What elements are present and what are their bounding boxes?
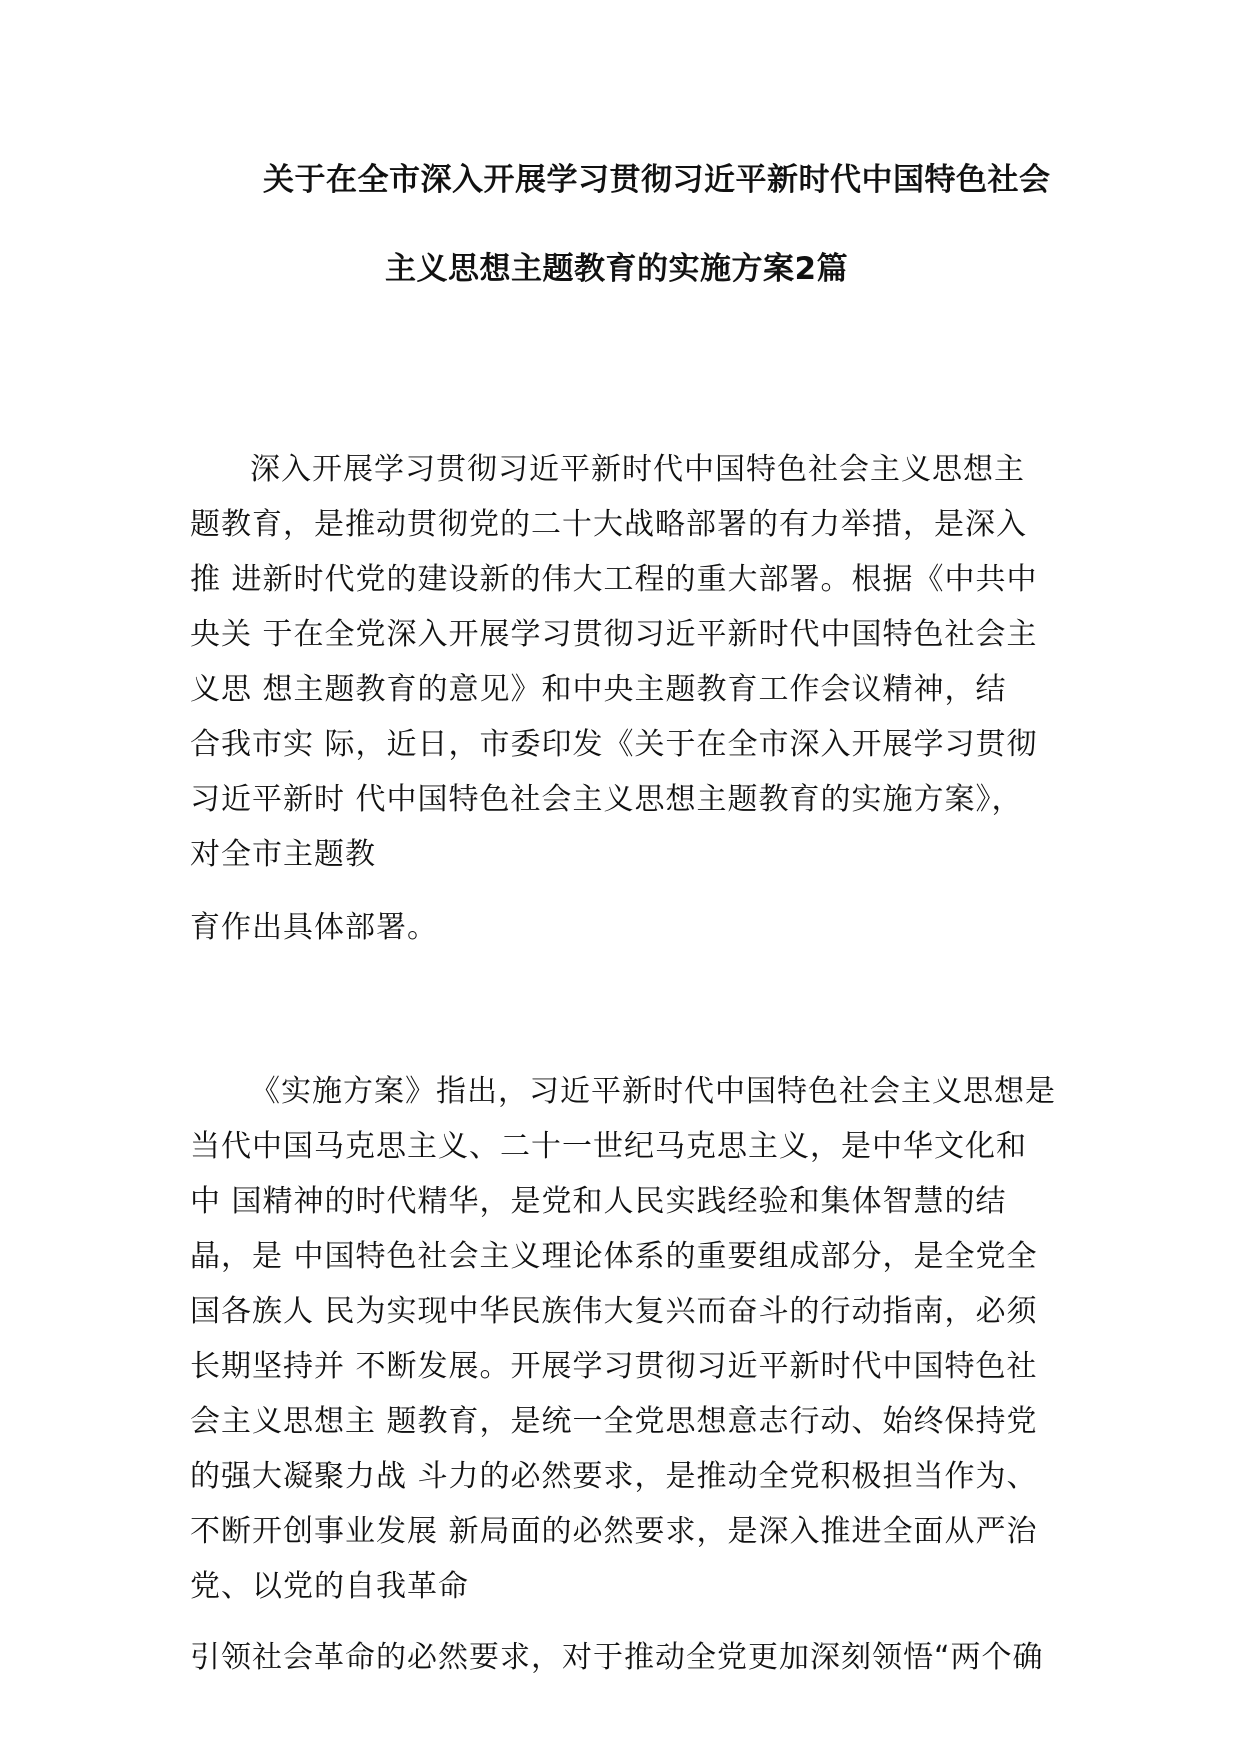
paragraph-1-line-4: 央关 于在全党深入开展学习贯彻习近平新时代中国特色社会主	[190, 617, 1038, 652]
paragraph-1-line-7: 习近平新时 代中国特色社会主义思想主题教育的实施方案》，	[190, 782, 1023, 817]
paragraph-2-line-4: 晶，是 中国特色社会主义理论体系的重要组成部分，是全党全	[190, 1239, 1038, 1274]
paragraph-2-line-8: 的强大凝聚力战 斗力的必然要求，是推动全党积极担当作为、	[190, 1459, 1038, 1494]
paragraph-2-line-1: 《实施方案》指出，习近平新时代中国特色社会主义思想是	[250, 1074, 1056, 1109]
paragraph-2-line-7: 会主义思想主 题教育，是统一全党思想意志行动、始终保持党	[190, 1404, 1038, 1439]
paragraph-1-line-5: 义思 想主题教育的意见》和中央主题教育工作会议精神，结	[190, 672, 1007, 707]
document-title-line-2: 主义思想主题教育的实施方案2篇	[385, 251, 849, 287]
paragraph-2-line-11: 引领社会革命的必然要求，对于推动全党更加深刻领悟“两个确	[190, 1640, 1044, 1675]
document-title-line-1: 关于在全市深入开展学习贯彻习近平新时代中国特色社会	[263, 162, 1051, 198]
paragraph-1-line-2: 题教育，是推动贯彻党的二十大战略部署的有力举措，是深入	[190, 507, 1027, 542]
paragraph-2-line-9: 不断开创事业发展 新局面的必然要求，是深入推进全面从严治	[190, 1514, 1038, 1549]
paragraph-2-line-6: 长期坚持并 不断发展。开展学习贯彻习近平新时代中国特色社	[190, 1349, 1038, 1384]
paragraph-1-line-3: 推 进新时代党的建设新的伟大工程的重大部署。根据《中共中	[190, 562, 1038, 597]
paragraph-2-line-2: 当代中国马克思主义、二十一世纪马克思主义，是中华文化和	[190, 1129, 1027, 1164]
paragraph-1-line-6: 合我市实 际，近日，市委印发《关于在全市深入开展学习贯彻	[190, 727, 1038, 762]
paragraph-1-line-9: 育作出具体部署。	[190, 910, 438, 945]
paragraph-2-line-10: 党、以党的自我革命	[190, 1569, 469, 1604]
paragraph-1-line-8: 对全市主题教	[190, 837, 376, 872]
paragraph-2-line-5: 国各族人 民为实现中华民族伟大复兴而奋斗的行动指南，必须	[190, 1294, 1038, 1329]
paragraph-1-line-1: 深入开展学习贯彻习近平新时代中国特色社会主义思想主	[250, 452, 1025, 487]
paragraph-2-line-3: 中 国精神的时代精华，是党和人民实践经验和集体智慧的结	[190, 1184, 1007, 1219]
